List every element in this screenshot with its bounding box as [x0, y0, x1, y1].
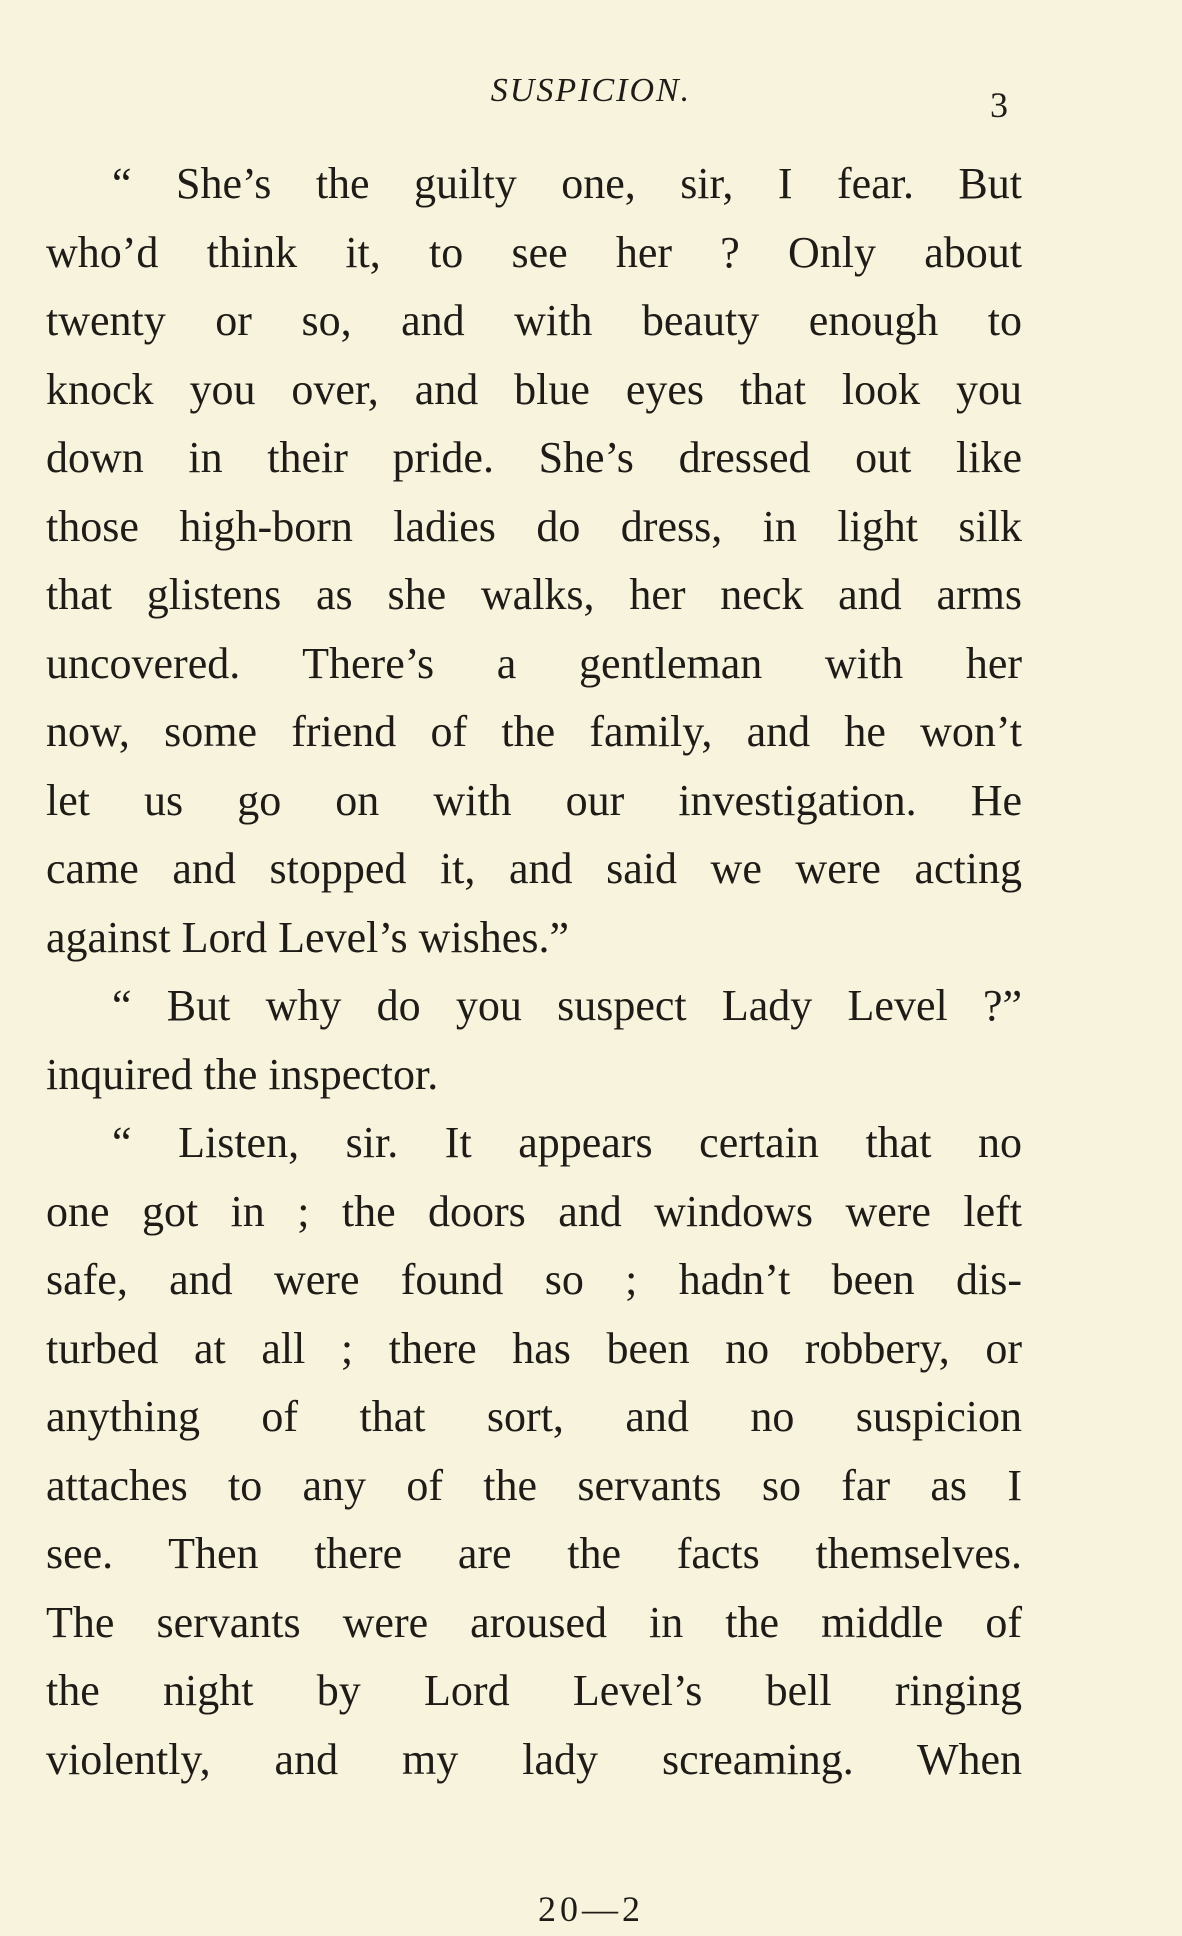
text-line: who’d think it, to see her ? Only about: [46, 227, 1022, 277]
signature-mark: 20—2: [538, 1889, 644, 1929]
text-line: came and stopped it, and said we were acting: [46, 844, 1022, 893]
text-line: inquired the inspector.: [46, 1049, 439, 1099]
text-line: twenty or so, and with beauty enough to: [46, 296, 1022, 345]
text-line: “ But why do you suspect Lady Level ?”: [112, 981, 1022, 1030]
text-line: “ Listen, sir. It appears certain that no: [112, 1118, 1022, 1167]
page-number: 3: [990, 85, 1008, 125]
text-line: now, some friend of the family, and he won’t: [46, 707, 1022, 756]
running-head: SUSPICION.: [490, 72, 692, 109]
text-line: violently, and my lady screaming. When: [46, 1734, 1022, 1784]
text-line: attaches to any of the servants so far as I: [46, 1460, 1022, 1510]
text-line: one got in ; the doors and windows were left: [46, 1186, 1022, 1236]
text-line: down in their pride. She’s dressed out like: [46, 433, 1022, 482]
text-line: anything of that sort, and no suspicion: [46, 1392, 1022, 1441]
text-line: turbed at all ; there has been no robbery, or: [46, 1323, 1022, 1373]
text-line: “ She’s the guilty one, sir, I fear. But: [112, 159, 1022, 208]
text-line: The servants were aroused in the middle of: [46, 1597, 1022, 1647]
text-line: those high-born ladies do dress, in light silk: [46, 501, 1022, 551]
text-line: safe, and were found so ; hadn’t been dis-: [46, 1255, 1022, 1304]
text-line: the night by Lord Level’s bell ringing: [46, 1666, 1022, 1715]
text-line: against Lord Level’s wishes.”: [46, 912, 569, 962]
text-line: let us go on with our investigation. He: [46, 775, 1022, 825]
body-text: [46, 150, 1022, 1794]
text-line: see. Then there are the facts themselves.: [46, 1529, 1022, 1578]
text-line: uncovered. There’s a gentleman with her: [46, 638, 1022, 688]
text-line: knock you over, and blue eyes that look you: [46, 364, 1022, 414]
text-line: that glistens as she walks, her neck and arms: [46, 570, 1022, 619]
